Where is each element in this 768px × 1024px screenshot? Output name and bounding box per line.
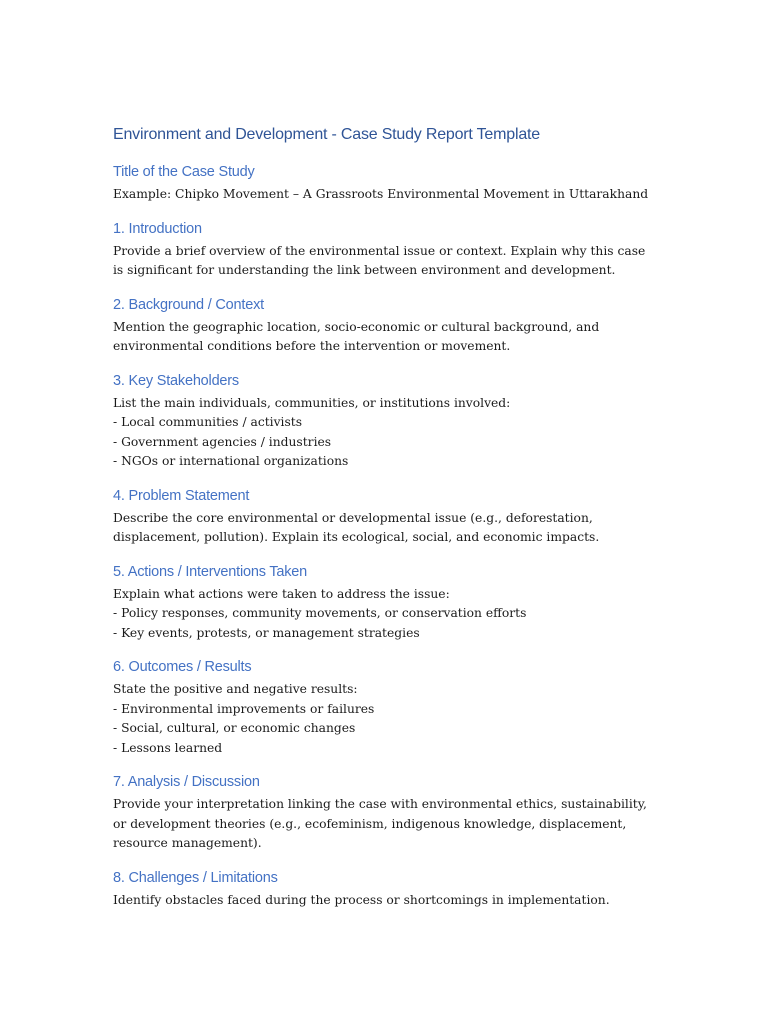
section-actions-interventions [113,562,658,644]
list-item: - NGOs or international organizations [113,454,349,468]
section-heading: 7. Analysis / Discussion [113,774,260,790]
section-heading: Title of the Case Study [113,164,255,180]
list-item: - Social, cultural, or economic changes [113,721,356,735]
list-item: - Policy responses, community movements, or conservation efforts [113,606,527,620]
document-title: Environment and Development - Case Study Report Template [113,126,540,143]
section-background-context [113,295,658,357]
section-heading: 3. Key Stakeholders [113,372,239,389]
section-introduction [113,219,658,281]
section-text: Mention the geographic location, socio-economic or cultural background, and environmental conditions before the intervention or movement. [113,319,600,353]
list-item: - Environmental improvements or failures [113,701,375,716]
list-item: - Lessons learned [113,740,223,755]
document-page [113,124,658,924]
section-heading: 5. Actions / Interventions Taken [113,563,308,580]
section-heading: 4. Problem Statement [113,487,250,504]
section-text: State the positive and negative results: [113,682,358,696]
list-item: - Local communities / activists [113,415,303,429]
section-text: List the main individuals, communities, or institutions involved: [113,395,511,410]
section-heading: 2. Background / Context [113,296,264,313]
section-outcomes-results [113,657,658,758]
list-item: - Key events, protests, or management strategies [113,625,420,640]
list-item: - Government agencies / industries [113,434,332,449]
section-text: Example: Chipko Movement – A Grassroots Environmental Movement in Uttarakhand [113,187,649,201]
section-heading: 1. Introduction [113,220,202,237]
section-key-stakeholders [113,371,658,472]
section-text: Provide your interpretation linking the case with environmental ethics, sustainability, or development theories (e.g., ecofeminism, indigenous knowledge, displacement, resource management). [113,797,647,850]
section-text: Identify obstacles faced during the process or shortcomings in implementation. [113,892,610,907]
section-text: Provide a brief overview of the environmental issue or context. Explain why this case is significant for understanding the link between environment and development. [113,243,646,277]
section-heading: 6. Outcomes / Results [113,659,252,675]
section-challenges-limitations [113,868,658,911]
section-title-of-case-study [113,162,658,205]
section-text: Explain what actions were taken to address the issue: [113,586,450,601]
section-heading: 8. Challenges / Limitations [113,869,278,886]
section-problem-statement [113,486,658,548]
section-analysis-discussion [113,772,658,854]
section-text: Describe the core environmental or developmental issue (e.g., deforestation, displacement, pollution). Explain its ecological, social, and economic impacts. [113,510,600,544]
